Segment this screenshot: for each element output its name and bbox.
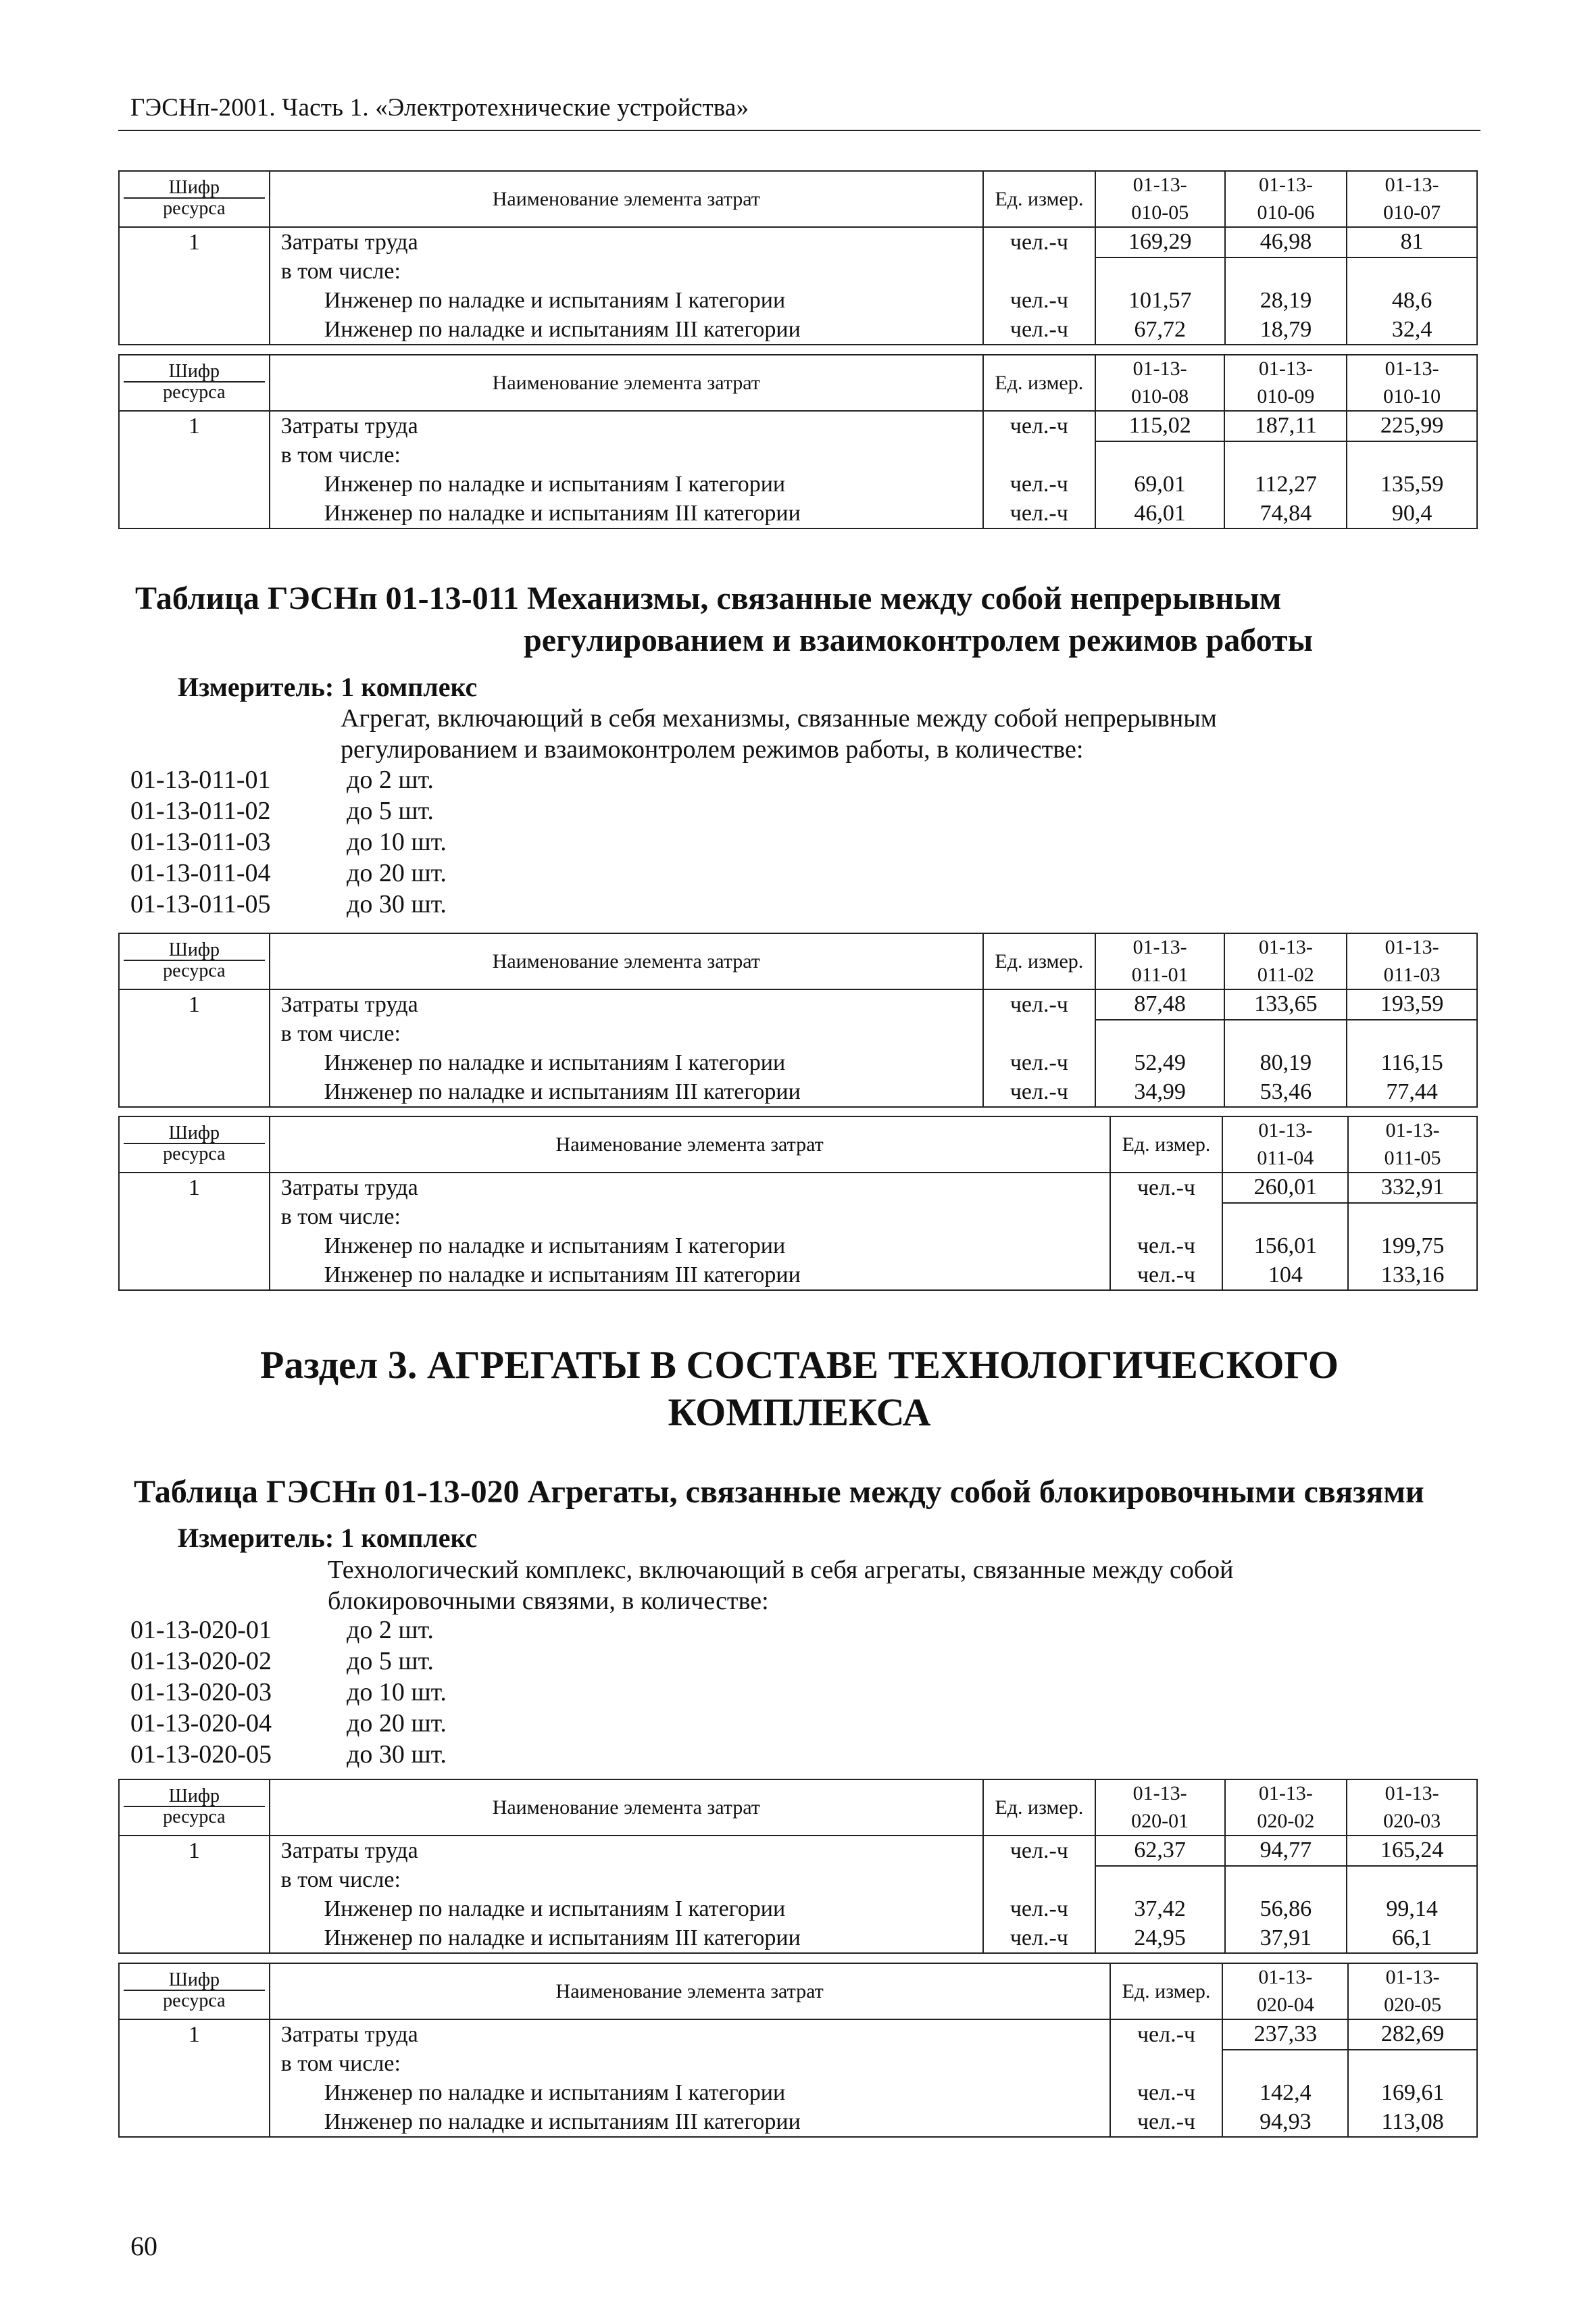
value-cell: 37,91: [1225, 1924, 1347, 1954]
row-label: в том числе:: [270, 1020, 983, 1049]
row-label: в том числе:: [270, 441, 983, 470]
row-unit: чел.-ч: [983, 1049, 1095, 1078]
table-011-title-line2: регулированием и взаимоконтролем режимов работы: [524, 622, 1314, 658]
row-label: Инженер по наладке и испытаниям III категории: [270, 316, 983, 345]
norm-code-header: 01-13- 020-02: [1225, 1779, 1347, 1836]
table-header-row: [119, 1779, 1477, 1836]
list-item: 01-13-011-03 до 10 шт.: [130, 827, 447, 856]
row-label: Инженер по наладке и испытаниям III категории: [270, 2108, 1110, 2138]
table-row: [119, 1173, 1477, 1203]
row-unit: чел.-ч: [983, 1836, 1095, 1866]
value-cell: 282,69: [1348, 2019, 1477, 2050]
list-item: 01-13-020-03 до 10 шт.: [130, 1677, 447, 1706]
value-cell: 24,95: [1095, 1924, 1225, 1954]
row-label: Затраты труда: [270, 227, 983, 257]
table-011-items: [130, 765, 447, 920]
row-label: Затраты труда: [270, 2019, 1110, 2050]
norm-code-header: 01-13- 010-05: [1095, 171, 1225, 227]
table-011-title-line1: Таблица ГЭСНп 01-13-011 Механизмы, связанные между собой непрерывным: [135, 581, 1282, 616]
list-item: 01-13-020-01 до 2 шт.: [130, 1616, 434, 1644]
value-cell: 53,46: [1224, 1078, 1347, 1108]
cost-table-020-04: [118, 1963, 1478, 2138]
norm-code-header: 01-13- 010-10: [1347, 355, 1477, 411]
value-cell: 56,86: [1225, 1895, 1347, 1924]
cost-table-010-05: [118, 170, 1478, 345]
value-cell: 52,49: [1095, 1049, 1225, 1078]
value-cell: 62,37: [1095, 1836, 1225, 1866]
value-cell: 135,59: [1347, 470, 1477, 499]
name-header: Наименование элемента затрат: [270, 933, 983, 989]
row-unit: чел.-ч: [983, 499, 1095, 529]
table-row: [119, 2108, 1477, 2138]
value-cell: 99,14: [1347, 1895, 1477, 1924]
row-unit: чел.-ч: [1110, 1173, 1223, 1203]
row-label: в том числе:: [270, 1203, 1110, 1232]
value-cell: 115,02: [1095, 411, 1225, 441]
value-cell: 112,27: [1224, 470, 1347, 499]
value-cell: 133,16: [1348, 1261, 1477, 1291]
table-row: [119, 1261, 1477, 1291]
row-unit: чел.-ч: [1110, 2108, 1223, 2138]
row-label: Инженер по наладке и испытаниям I категории: [270, 470, 983, 499]
table-header-row: [119, 1116, 1477, 1173]
row-unit: чел.-ч: [1110, 2079, 1223, 2108]
name-header: Наименование элемента затрат: [270, 1963, 1110, 2019]
table-row: [119, 1895, 1477, 1924]
norm-code-header: 01-13- 010-06: [1225, 171, 1347, 227]
value-cell: 169,61: [1348, 2079, 1477, 2108]
row-unit: чел.-ч: [983, 470, 1095, 499]
value-cell: 165,24: [1347, 1836, 1477, 1866]
cost-table-020-01: [118, 1779, 1478, 1954]
table-row: [119, 316, 1477, 345]
norm-code-header: 01-13- 020-04: [1222, 1963, 1348, 2019]
row-label: в том числе:: [270, 2050, 1110, 2079]
value-cell: 81: [1347, 227, 1477, 257]
row-unit: чел.-ч: [983, 316, 1095, 345]
unit-header: Ед. измер.: [1110, 1963, 1223, 2019]
row-label: в том числе:: [270, 1866, 983, 1895]
table-020-items: [130, 1615, 447, 1771]
table-row: [119, 1049, 1477, 1078]
row-label: Затраты труда: [270, 989, 983, 1020]
row-unit: чел.-ч: [983, 1895, 1095, 1924]
value-cell: 101,57: [1095, 287, 1225, 316]
list-item: 01-13-011-02 до 5 шт.: [130, 796, 434, 825]
table-row: [119, 1203, 1477, 1232]
table-row: [119, 1020, 1477, 1049]
value-cell: 260,01: [1222, 1173, 1348, 1203]
norm-code-header: 01-13- 010-09: [1224, 355, 1347, 411]
table-row: [119, 2079, 1477, 2108]
table-row: [119, 287, 1477, 316]
value-cell: 34,99: [1095, 1078, 1225, 1108]
row-unit: чел.-ч: [983, 411, 1095, 441]
list-item: 01-13-020-02 до 5 шт.: [130, 1646, 434, 1675]
value-cell: 28,19: [1225, 287, 1347, 316]
value-cell: 69,01: [1095, 470, 1225, 499]
value-cell: 37,42: [1095, 1895, 1225, 1924]
value-cell: 94,77: [1225, 1836, 1347, 1866]
code-header: Шифр ресурса: [119, 355, 270, 411]
value-cell: 133,65: [1224, 989, 1347, 1020]
value-cell: 142,4: [1222, 2079, 1348, 2108]
value-cell: 156,01: [1222, 1232, 1348, 1261]
name-header: Наименование элемента затрат: [270, 171, 983, 227]
unit-header: Ед. измер.: [983, 171, 1095, 227]
unit-header: Ед. измер.: [983, 355, 1095, 411]
value-cell: 225,99: [1347, 411, 1477, 441]
table-row: [119, 2050, 1477, 2079]
list-item: 01-13-011-05 до 30 шт.: [130, 889, 447, 918]
value-cell: 199,75: [1348, 1232, 1477, 1261]
row-label: Инженер по наладке и испытаниям I категории: [270, 1232, 1110, 1261]
code-header: Шифр ресурса: [119, 1963, 270, 2019]
row-label: Затраты труда: [270, 411, 983, 441]
row-label: Затраты труда: [270, 1173, 1110, 1203]
table-row: [119, 470, 1477, 499]
value-cell: 67,72: [1095, 316, 1225, 345]
table-header-row: [119, 171, 1477, 227]
section-3-title: Раздел 3. АГРЕГАТЫ В СОСТАВЕ ТЕХНОЛОГИЧЕСКОГО КОМПЛЕКСА: [260, 1343, 1339, 1434]
norm-code-header: 01-13- 011-01: [1095, 933, 1225, 989]
norm-code-header: 01-13- 011-02: [1224, 933, 1347, 989]
resource-code: 1: [119, 227, 270, 257]
code-header: Шифр ресурса: [119, 1116, 270, 1173]
table-header-row: [119, 355, 1477, 411]
name-header: Наименование элемента затрат: [270, 1779, 983, 1836]
table-011-measure: Измеритель: 1 комплекс: [178, 672, 478, 702]
resource-code: 1: [119, 1836, 270, 1866]
row-unit: чел.-ч: [983, 1078, 1095, 1108]
code-header: Шифр ресурса: [119, 1779, 270, 1836]
table-row: [119, 499, 1477, 529]
table-011-description: Агрегат, включающий в себя механизмы, связанные между собой непрерывным регулированием и взаимоконтролем режимов работы, в количестве:: [341, 704, 1217, 764]
value-cell: 66,1: [1347, 1924, 1477, 1954]
list-item: 01-13-011-04 до 20 шт.: [130, 858, 447, 887]
value-cell: 87,48: [1095, 989, 1225, 1020]
row-label: Инженер по наладке и испытаниям III категории: [270, 1261, 1110, 1291]
value-cell: 74,84: [1224, 499, 1347, 529]
row-unit: чел.-ч: [983, 227, 1095, 257]
resource-code: 1: [119, 411, 270, 441]
value-cell: 332,91: [1348, 1173, 1477, 1203]
table-row: [119, 227, 1477, 257]
table-header-row: [119, 933, 1477, 989]
value-cell: 104: [1222, 1261, 1348, 1291]
table-row: [119, 2019, 1477, 2050]
value-cell: 187,11: [1224, 411, 1347, 441]
row-unit: чел.-ч: [983, 287, 1095, 316]
row-label: Инженер по наладке и испытаниям I категории: [270, 1049, 983, 1078]
unit-header: Ед. измер.: [983, 1779, 1095, 1836]
value-cell: 193,59: [1347, 989, 1477, 1020]
norm-code-header: 01-13- 020-01: [1095, 1779, 1225, 1836]
list-item: 01-13-020-05 до 30 шт.: [130, 1740, 447, 1769]
resource-code: 1: [119, 1173, 270, 1203]
table-row: [119, 989, 1477, 1020]
value-cell: 77,44: [1347, 1078, 1477, 1108]
value-cell: 46,01: [1095, 499, 1225, 529]
list-item: 01-13-020-04 до 20 шт.: [130, 1708, 447, 1738]
table-row: [119, 1078, 1477, 1108]
norm-code-header: 01-13- 010-07: [1347, 171, 1477, 227]
value-cell: 94,93: [1222, 2108, 1348, 2138]
unit-header: Ед. измер.: [983, 933, 1095, 989]
table-row: [119, 1836, 1477, 1866]
resource-code: 1: [119, 2019, 270, 2050]
value-cell: 80,19: [1224, 1049, 1347, 1078]
norm-code-header: 01-13- 011-03: [1347, 933, 1477, 989]
value-cell: 18,79: [1225, 316, 1347, 345]
row-label: Инженер по наладке и испытаниям I категории: [270, 2079, 1110, 2108]
value-cell: 116,15: [1347, 1049, 1477, 1078]
row-label: Инженер по наладке и испытаниям I категории: [270, 287, 983, 316]
value-cell: 169,29: [1095, 227, 1225, 257]
table-020-measure: Измеритель: 1 комплекс: [178, 1523, 478, 1553]
table-row: [119, 411, 1477, 441]
row-label: Инженер по наладке и испытаниям III категории: [270, 1078, 983, 1108]
table-row: [119, 1924, 1477, 1954]
row-unit: чел.-ч: [1110, 1232, 1223, 1261]
row-unit: чел.-ч: [1110, 1261, 1223, 1291]
row-label: Инженер по наладке и испытаниям I категории: [270, 1895, 983, 1924]
page-header: ГЭСНп-2001. Часть 1. «Электротехнические устройства»: [130, 94, 749, 122]
name-header: Наименование элемента затрат: [270, 1116, 1110, 1173]
code-header: Шифр ресурса: [119, 933, 270, 989]
table-020-title: Таблица ГЭСНп 01-13-020 Агрегаты, связанные между собой блокировочными связями: [134, 1474, 1424, 1510]
row-label: в том числе:: [270, 257, 983, 287]
value-cell: 48,6: [1347, 287, 1477, 316]
value-cell: 90,4: [1347, 499, 1477, 529]
cost-table-010-08: [118, 354, 1478, 529]
norm-code-header: 01-13- 011-04: [1222, 1116, 1348, 1173]
row-unit: чел.-ч: [983, 989, 1095, 1020]
norm-code-header: 01-13- 020-03: [1347, 1779, 1477, 1836]
norm-code-header: 01-13- 020-05: [1348, 1963, 1477, 2019]
cost-table-011-01: [118, 933, 1478, 1108]
table-header-row: [119, 1963, 1477, 2019]
table-row: [119, 441, 1477, 470]
norm-code-header: 01-13- 011-05: [1348, 1116, 1477, 1173]
value-cell: 32,4: [1347, 316, 1477, 345]
value-cell: 46,98: [1225, 227, 1347, 257]
resource-code: 1: [119, 989, 270, 1020]
row-unit: чел.-ч: [1110, 2019, 1223, 2050]
row-label: Инженер по наладке и испытаниям III категории: [270, 1924, 983, 1954]
table-020-description: Технологический комплекс, включающий в себя агрегаты, связанные между собой блокировочными связями, в количестве:: [328, 1556, 1234, 1616]
list-item: 01-13-011-01 до 2 шт.: [130, 766, 434, 794]
cost-table-011-04: [118, 1116, 1478, 1291]
table-row: [119, 1866, 1477, 1895]
code-header: Шифр ресурса: [119, 171, 270, 227]
table-row: [119, 257, 1477, 287]
header-rule: [118, 130, 1480, 131]
name-header: Наименование элемента затрат: [270, 355, 983, 411]
unit-header: Ед. измер.: [1110, 1116, 1223, 1173]
row-label: Затраты труда: [270, 1836, 983, 1866]
row-unit: чел.-ч: [983, 1924, 1095, 1954]
norm-code-header: 01-13- 010-08: [1095, 355, 1225, 411]
table-row: [119, 1232, 1477, 1261]
value-cell: 237,33: [1222, 2019, 1348, 2050]
page-number: 60: [130, 2231, 157, 2261]
value-cell: 113,08: [1348, 2108, 1477, 2138]
row-label: Инженер по наладке и испытаниям III категории: [270, 499, 983, 529]
